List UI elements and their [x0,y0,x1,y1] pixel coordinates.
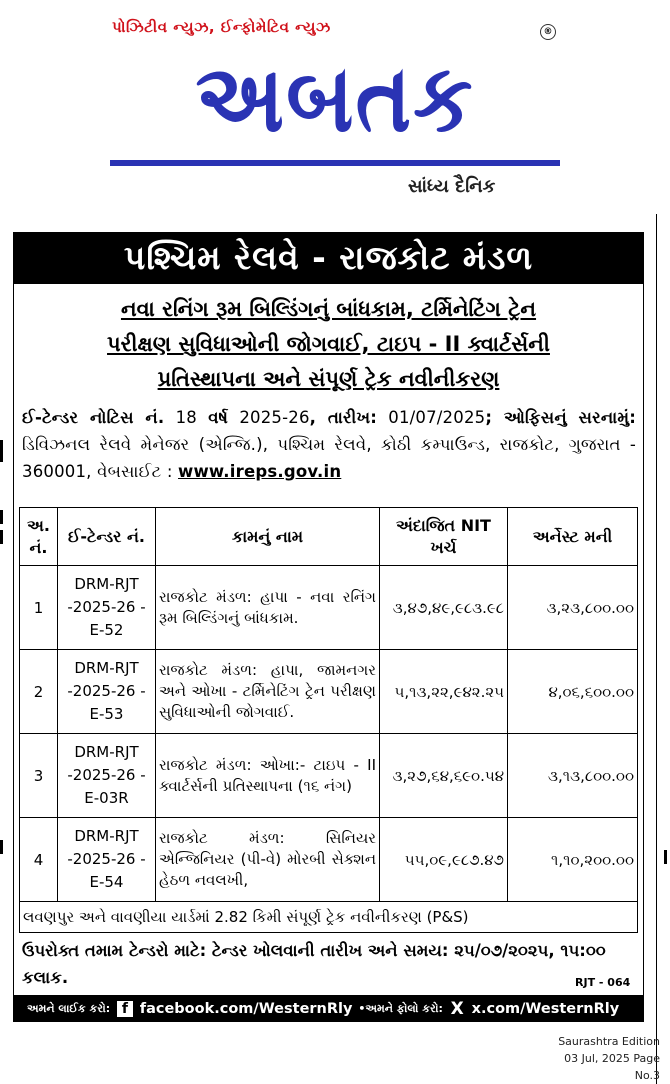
table-continuation-row [20,902,638,933]
brand-wordmark: અબતક [195,43,475,153]
estimated-cost-cell: ૫૫,૦૯,૯૮૭.૪૭ [380,818,508,902]
margin-mark [664,850,667,864]
x-icon: X [450,998,464,1019]
work-name-continuation: લવણપુર અને વાવણીયા યાર્ડમાં 2.82 કિમી સંપૂર્ણ ટ્રેક નવીનીકરણ (P&S) [20,902,638,933]
notice-title-line-3: પ્રતિસ્થાપના અને સંપૂર્ણ ટ્રેક નવીનીકરણ [157,367,500,391]
tender-number-cell: DRM-RJT -2025-26 -E-52 [58,566,156,650]
serial-cell: 3 [20,734,58,818]
notice-code: RJT - 064 [575,976,631,989]
earnest-money-cell: ૧,૧૦,૨૦૦.૦૦ [508,818,638,902]
column-divider [656,214,657,1084]
masthead-tagline: પોઝિટીવ ન્યુઝ, ઈન્ફોમેટિવ ન્યુઝ [112,18,331,36]
facebook-link[interactable]: facebook.com/WesternRly [139,1000,353,1017]
serial-cell: 1 [20,566,58,650]
table-header-row [20,508,638,566]
estimated-cost-cell: ૫,૧૩,૨૨,૯૪૨.૨૫ [380,650,508,734]
edition-name: Saurashtra Edition [558,1035,660,1048]
notice-date: 01/07/2025 [388,408,486,427]
table-row [20,818,638,902]
notice-title-line-1: નવા રનિંગ રૂમ બિલ્ડિંગનું બાંધકામ, ટર્મિનેટિંગ ટ્રેન [120,297,537,321]
estimated-cost-cell: ૩,૪૭,૪૯,૯૮૩.૯૮ [380,566,508,650]
edition-info [540,1033,660,1084]
col-header-estimated-cost: અંદાજિત NIT ખર્ચ [380,508,508,566]
facebook-icon: f [117,1001,133,1017]
notice-number: 18 [175,408,197,427]
brand-logo [110,42,560,174]
tender-number-cell: DRM-RJT -2025-26 -E-53 [58,650,156,734]
office-address-label: ; ઓફિસનું સરનામું: [485,408,637,427]
edition-date-page: 03 Jul, 2025 Page No.3 [564,1052,660,1082]
margin-mark [0,510,3,524]
table-row [20,566,638,650]
opening-datetime: ૨૫/૦૭/૨૦૨૫, ૧૫:૦૦ કલાક. [22,941,606,987]
earnest-money-cell: ૩,૧૩,૮૦૦.૦૦ [508,734,638,818]
year-label: વર્ષ [208,408,229,427]
tender-table [19,507,638,933]
tender-opening-info [22,937,636,991]
brand-underline [110,160,560,166]
masthead-subtitle: સાંધ્ય દૈનિક [408,176,496,197]
registered-mark: ® [540,24,556,40]
website-label: વેબસાઈટ : [97,462,173,481]
notice-number-label: ઈ-ટેન્ડર નોટિસ નં. [22,408,165,427]
margin-mark [0,440,3,462]
like-label: અમને લાઈક કરો: [27,1001,111,1015]
col-header-earnest-money: અર્નેસ્ટ મની [508,508,638,566]
website-link[interactable]: www.ireps.gov.in [178,462,342,481]
notice-info [22,404,636,485]
follow-label: •અમને ફોલો કરો: [358,1001,443,1015]
serial-cell: 2 [20,650,58,734]
estimated-cost-cell: ૩,૨૭,૬૪,૬૯૦.૫૪ [380,734,508,818]
table-row [20,734,638,818]
work-name-cell: રાજકોટ મંડળ: ઓખા:- ટાઇપ - II ક્વાર્ટર્સની પ્રતિસ્થાપના (૧૬ નંગ) [156,734,380,818]
work-name-cell: રાજકોટ મંડળ: સિનિયર એન્જિનિયર (પી-વે) મોરબી સેક્શન હેઠળ નવલખી, [156,818,380,902]
opening-label: ઉપરોક્ત તમામ ટેન્ડરો માટે: ટેન્ડર ખોલવાની તારીખ અને સમય: [22,941,449,960]
serial-cell: 4 [20,818,58,902]
col-header-work-name: કામનું નામ [156,508,380,566]
x-link[interactable]: x.com/WesternRly [471,1000,620,1017]
work-name-cell: રાજકોટ મંડળ: હાપા, જામનગર અને ઓખા - ટર્મિનેટિંગ ટ્રેન પરીક્ષણ સુવિધાઓની જોગવાઈ. [156,650,380,734]
notice-title-line-2: પરીક્ષણ સુવિધાઓની જોગવાઈ, ટાઇપ - II ક્વાર્ટર્સની [107,332,550,356]
notice-header: પશ્ચિમ રેલવે - રાજકોટ મંડળ [13,232,644,284]
work-name-cell: રાજકોટ મંડળ: હાપા - નવા રનિંગ રૂમ બિલ્ડિંગનું બાંધકામ. [156,566,380,650]
notice-year: 2025-26 [239,408,310,427]
earnest-money-cell: ૪,૦૬,૬૦૦.૦૦ [508,650,638,734]
margin-mark [0,530,3,544]
col-header-tender-no: ઈ-ટેન્ડર નં. [58,508,156,566]
date-label: , તારીખ: [309,408,378,427]
office-address: ડિવિઝનલ રેલવે મેનેજર (એન્જિ.), પશ્ચિમ રેલવે, કોઠી કમ્પાઉન્ડ, રાજકોટ, ગુજરાત - 360001, [22,435,636,481]
earnest-money-cell: ૩,૨૩,૮૦૦.૦૦ [508,566,638,650]
col-header-serial: અ. નં. [20,508,58,566]
tender-number-cell: DRM-RJT -2025-26 -E-54 [58,818,156,902]
margin-mark [0,840,3,854]
table-row [20,650,638,734]
social-bar [13,995,644,1021]
tender-number-cell: DRM-RJT -2025-26 -E-03R [58,734,156,818]
